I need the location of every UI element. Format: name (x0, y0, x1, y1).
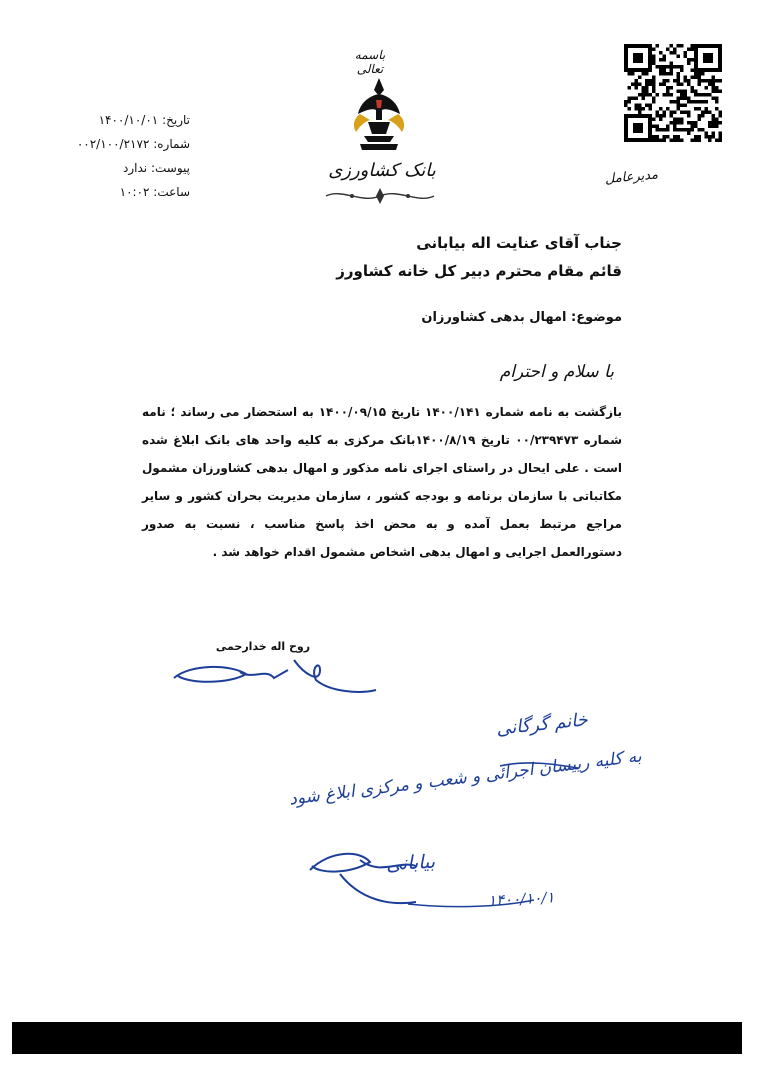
handwritten-signer: بیابانی (385, 850, 436, 876)
handwritten-instruction: به کلیه رییسان اجرائی و شعب و مرکزی ابلاغ شود (288, 746, 643, 810)
attachment-value: ندارد (123, 161, 148, 175)
addressee-name: جناب آقای عنایت اله بیابانی (416, 234, 622, 252)
basmala: باسمه تعالی (354, 48, 386, 76)
time-row (70, 180, 190, 204)
date-label: تاریخ: (162, 113, 190, 127)
addressee-title: قائم مقام محترم دبیر کل خانه کشاورز (336, 262, 622, 280)
number-label: شماره: (153, 137, 190, 151)
signer-name: روح اله خدارحمی (215, 640, 311, 653)
ornament-divider-icon (322, 186, 438, 206)
handwritten-date-underline (406, 894, 536, 912)
handwritten-greeting: با سلام و احترام (499, 362, 614, 382)
signature-icon (170, 650, 380, 700)
bank-name: بانک کشاورزی (328, 160, 436, 181)
qr-code-icon (624, 44, 722, 142)
number-value: ۰۰۲/۱۰۰/۲۱۷۲ (76, 137, 150, 151)
handwritten-ceo-note: مدیرعامل (604, 167, 659, 187)
date-value: ۱۴۰۰/۱۰/۰۱ (98, 113, 159, 127)
letter-subject: موضوع: امهال بدهی کشاورزان (421, 310, 622, 325)
date-row (70, 108, 190, 132)
attachment-label: پیوست: (150, 161, 190, 175)
time-value: ۱۰:۰۲ (119, 185, 150, 199)
handwritten-date: ۱۴۰۰/۱۰/۱ (487, 888, 555, 910)
redaction-bar (12, 1022, 742, 1054)
letter-meta (70, 108, 190, 204)
handwritten-referral: خانم گرگانی (495, 709, 589, 740)
letter-body: بازگشت به نامه شماره ۱۴۰۰/۱۴۱ تاریخ ۱۴۰۰/۰۹/۱۵ به استحضار می رساند ؛ نامه شماره ۰۰/۲۳۹۴۷۳ تاریخ ۱۴۰۰/۸/۱۹بانک مرکزی به کلیه واحد های بانک ابلاغ شده است . علی ایحال در راستای اجرای نامه مذکور و امهال بدهی کشاورزان مشمول مکاتباتی با سازمان برنامه و بودجه کشور ، سازمان مدیریت بحران کشور و سایر مراجع مرتبط بعمل آمده و به محض اخذ پاسخ مناسب ، نسبت به صدور دستورالعمل اجرایی و امهال بدهی اشخاص مشمول اقدام خواهد شد . (142, 405, 622, 559)
number-row (70, 132, 190, 156)
attachment-row (70, 156, 190, 180)
bank-logo-icon (346, 74, 412, 152)
time-label: ساعت: (153, 185, 190, 199)
